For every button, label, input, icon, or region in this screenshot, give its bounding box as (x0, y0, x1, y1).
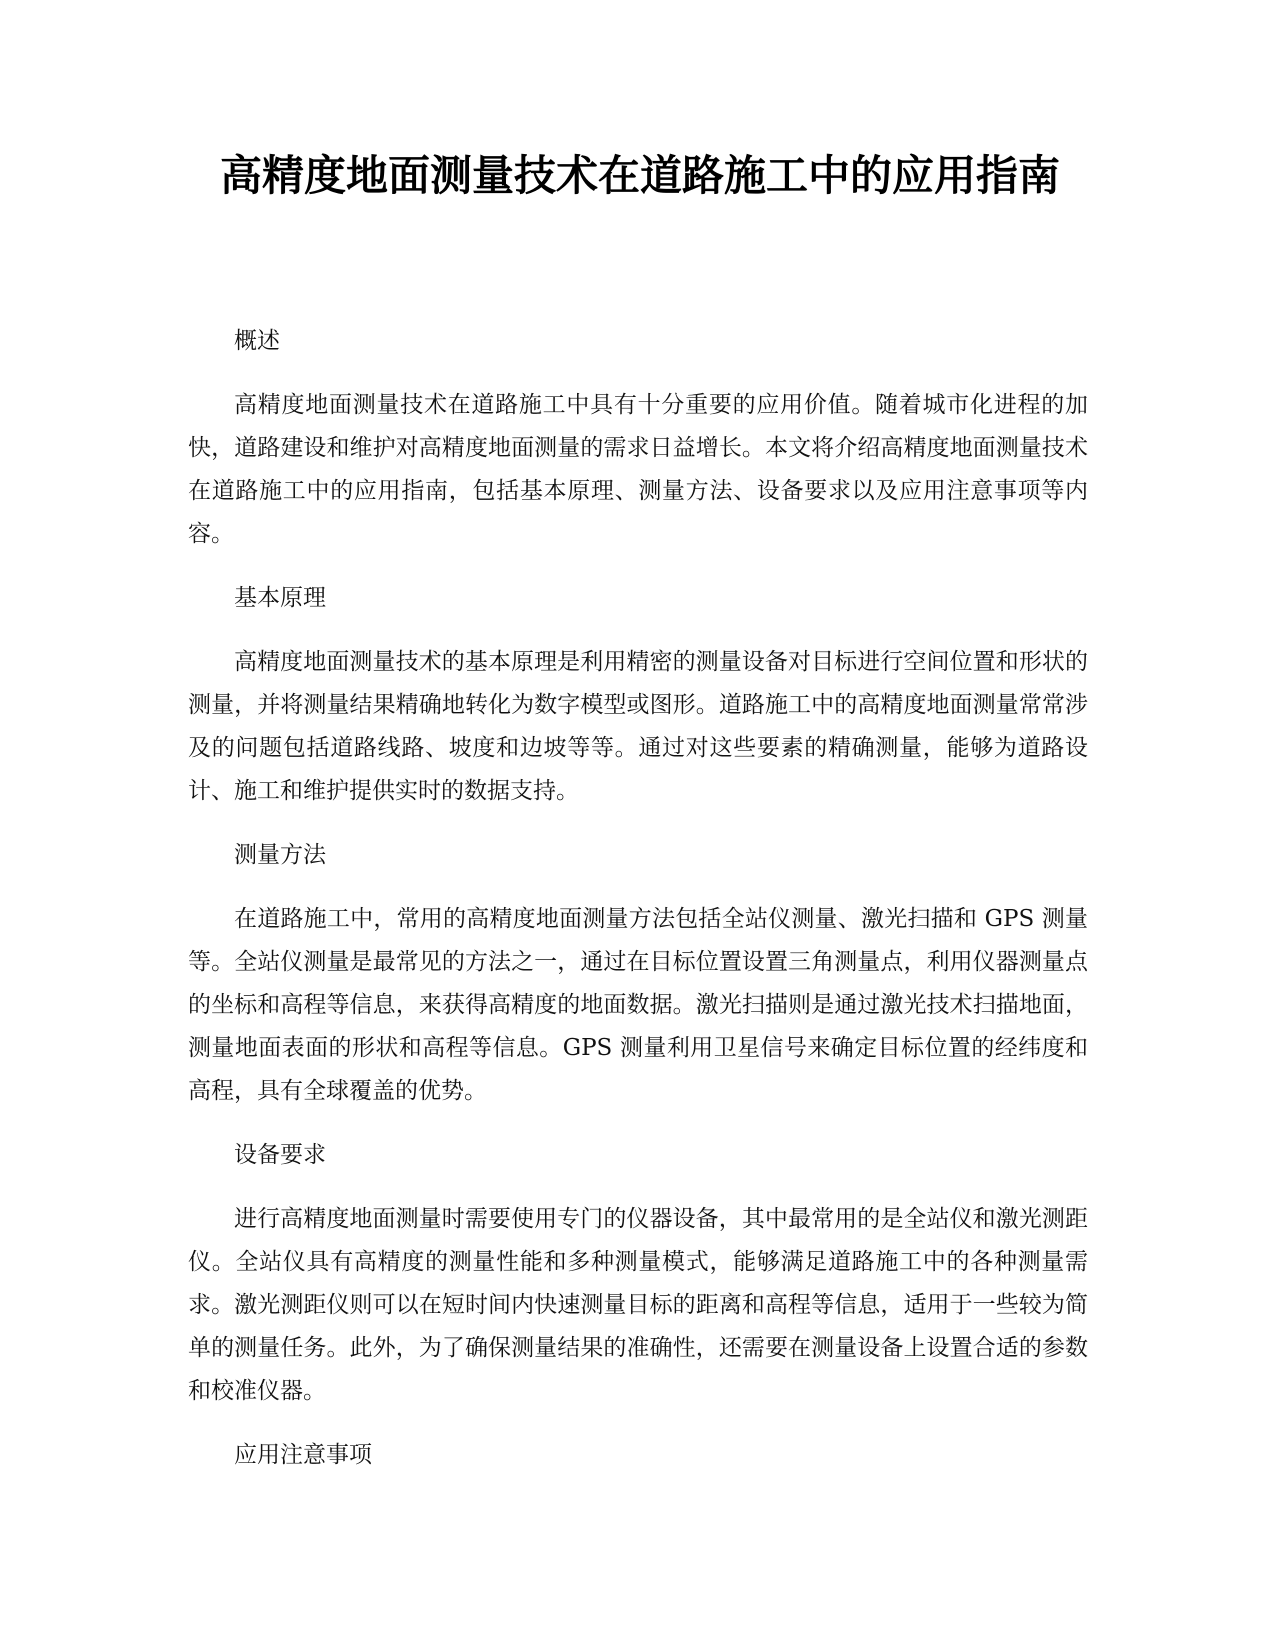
document-title: 高精度地面测量技术在道路施工中的应用指南 (219, 151, 1060, 200)
section-heading-equipment: 设备要求 (234, 1142, 326, 1168)
section-paragraph-overview: 高精度地面测量技术在道路施工中具有十分重要的应用价值。随着城市化进程的加快，道路建设和维护对高精度地面测量的需求日益增长。本文将介绍高精度地面测量技术在道路施工中的应用指南，包括基本原理、测量方法、设备要求以及应用注意事项等内容。 (188, 392, 1088, 547)
section-heading-methods: 测量方法 (234, 842, 326, 868)
section-heading-notes: 应用注意事项 (234, 1442, 372, 1468)
document-body (188, 320, 1088, 1498)
section-paragraph-equipment: 进行高精度地面测量时需要使用专门的仪器设备，其中最常用的是全站仪和激光测距仪。全站仪具有高精度的测量性能和多种测量模式，能够满足道路施工中的各种测量需求。激光测距仪则可以在短时间内快速测量目标的距离和高程等信息，适用于一些较为简单的测量任务。此外，为了确保测量结果的准确性，还需要在测量设备上设置合适的参数和校准仪器。 (188, 1206, 1088, 1404)
section-heading-principles: 基本原理 (234, 585, 326, 611)
section-heading-overview: 概述 (234, 328, 280, 354)
section-paragraph-principles: 高精度地面测量技术的基本原理是利用精密的测量设备对目标进行空间位置和形状的测量，并将测量结果精确地转化为数字模型或图形。道路施工中的高精度地面测量常常涉及的问题包括道路线路、坡度和边坡等等。通过对这些要素的精确测量，能够为道路设计、施工和维护提供实时的数据支持。 (188, 649, 1088, 804)
section-paragraph-methods: 在道路施工中，常用的高精度地面测量方法包括全站仪测量、激光扫描和 GPS 测量等。全站仪测量是最常见的方法之一，通过在目标位置设置三角测量点，利用仪器测量点的坐标和高程等信息，来获得高精度的地面数据。激光扫描则是通过激光技术扫描地面，测量地面表面的形状和高程等信息。GPS 测量利用卫星信号来确定目标位置的经纬度和高程，具有全球覆盖的优势。 (188, 906, 1088, 1104)
